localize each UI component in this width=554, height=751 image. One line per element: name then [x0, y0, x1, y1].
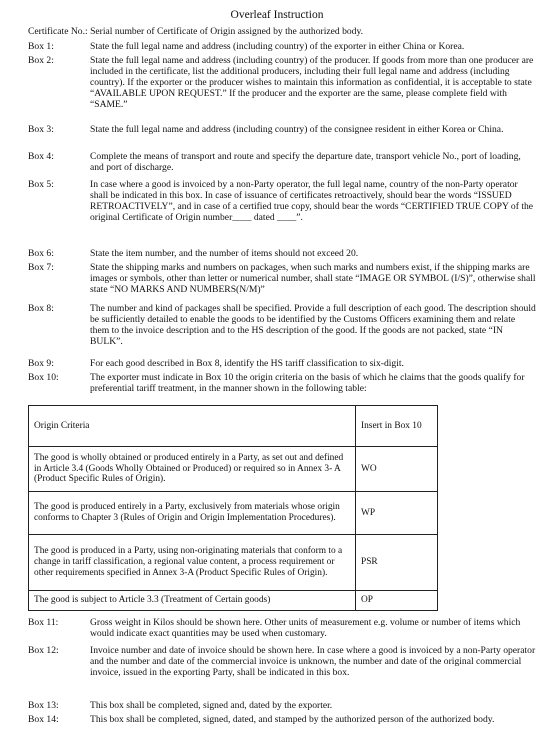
table-row	[29, 535, 438, 591]
box-text: For each good described in Box 8, identify the HS tariff classification to six-digit.	[90, 358, 404, 369]
criteria-cell: The good is produced in a Party, using non-originating materials that conform to a change in tariff classification, a regional value content, a process requirement or other requirements specified in Annex 3-A (Product Specific Rules of Origin).	[29, 535, 356, 591]
box-label: Box 7:	[28, 262, 54, 273]
code-cell: PSR	[356, 535, 438, 591]
box-text: Gross weight in Kilos should be shown here. Other units of measurement e.g. volume or number of items which would indicate exact quantities may be used when customary.	[90, 617, 521, 640]
table-row	[29, 447, 438, 492]
box-label: Box 10:	[28, 372, 59, 383]
header-insert-in-box-10: Insert in Box 10	[356, 406, 438, 447]
code-cell: WP	[356, 492, 438, 535]
box-label: Box 5:	[28, 179, 54, 190]
criteria-cell: The good is produced entirely in a Party, exclusively from materials whose origin conforms to Chapter 3 (Rules of Origin and Origin Implementation Procedures).	[29, 492, 356, 535]
box-label: Box 4:	[28, 151, 54, 162]
box-text: State the full legal name and address (including country) of the producer. If goods from more than one producer are included in the certificate, list the additional producers, including their full legal name and address (including country). If the exporter or the producer wishes to maintain this information as confidential, it is acceptable to state “AVAILABLE UPON REQUEST.” If the producer and the exporter are the same, please complete field with “SAME.”	[90, 55, 534, 111]
box-label: Box 13:	[28, 700, 59, 711]
box-text: The exporter must indicate in Box 10 the origin criteria on the basis of which he claims that the goods qualify for preferential tariff treatment, in the manner shown in the following table:	[90, 372, 525, 395]
box-text: In case where a good is invoiced by a non-Party operator, the full legal name, country of the non-Party operator shall be indicated in this box. In case of issuance of certificates retroactively, should bear the words “ISSUED RETROACTIVELY”, and in case of a certified true copy, should bear the words “CERTIFIED TRUE COPY of the original Certificate of Origin number____ dated ____”.	[90, 179, 534, 224]
code-cell: WO	[356, 447, 438, 492]
box-text: Invoice number and date of invoice should be shown here. In case where a good is invoiced by a non-Party operator and the number and date of the commercial invoice is unknown, the number and date of the original commercial invoice, issued in the exporting Party, shall be indicated in this box.	[90, 645, 536, 679]
box-label: Box 14:	[28, 714, 59, 725]
table-row	[29, 591, 438, 611]
box-text: The number and kind of packages shall be specified. Provide a full description of each good. The description should be sufficiently detailed to enable the goods to be identified by the Customs Officers examining them and relate them to the invoice description and to the HS description of the good. If the goods are not packed, state “IN BULK”.	[90, 303, 536, 348]
box-label: Box 2:	[28, 55, 54, 66]
box-label: Box 1:	[28, 41, 54, 52]
criteria-cell: The good is subject to Article 3.3 (Treatment of Certain goods)	[29, 591, 356, 611]
box-label: Box 12:	[28, 645, 59, 656]
box-text: State the full legal name and address (including country) of the consignee resident in either Korea or China.	[90, 124, 504, 135]
certificate-line: Certificate No.: Serial number of Certificate of Origin assigned by the authorized body.	[28, 26, 364, 37]
box-label: Box 11:	[28, 617, 59, 628]
box-text: State the full legal name and address (including country) of the exporter in either China or Korea.	[90, 41, 465, 52]
box-label: Box 8:	[28, 303, 54, 314]
box-label: Box 9:	[28, 358, 54, 369]
page-title: Overleaf Instruction	[230, 9, 324, 21]
box-label: Box 6:	[28, 248, 54, 259]
box-text: This box shall be completed, signed and, dated by the exporter.	[90, 700, 333, 711]
box-text: State the item number, and the number of items should not exceed 20.	[90, 248, 359, 259]
header-origin-criteria: Origin Criteria	[29, 406, 356, 447]
box-text: State the shipping marks and numbers on packages, when such marks and numbers exist, if the shipping marks are images or symbols, other than letter or numerical number, shall state “IMAGE OR SYMBOL (I/S)”, otherwise shall state “NO MARKS AND NUMBERS(N/M)”	[90, 262, 536, 296]
origin-criteria-table	[28, 405, 438, 611]
box-text: Complete the means of transport and route and specify the departure date, transport vehicle No., port of loading, and port of discharge.	[90, 151, 521, 174]
box-label: Box 3:	[28, 124, 54, 135]
box-text: This box shall be completed, signed, dated, and stamped by the authorized person of the authorized body.	[90, 714, 495, 725]
table-row	[29, 492, 438, 535]
table-header-row	[29, 406, 438, 447]
code-cell: OP	[356, 591, 438, 611]
criteria-cell: The good is wholly obtained or produced entirely in a Party, as set out and defined in Article 3.4 (Goods Wholly Obtained or Produced) or required so in Annex 3- A (Product Specific Rules of Origin).	[29, 447, 356, 492]
